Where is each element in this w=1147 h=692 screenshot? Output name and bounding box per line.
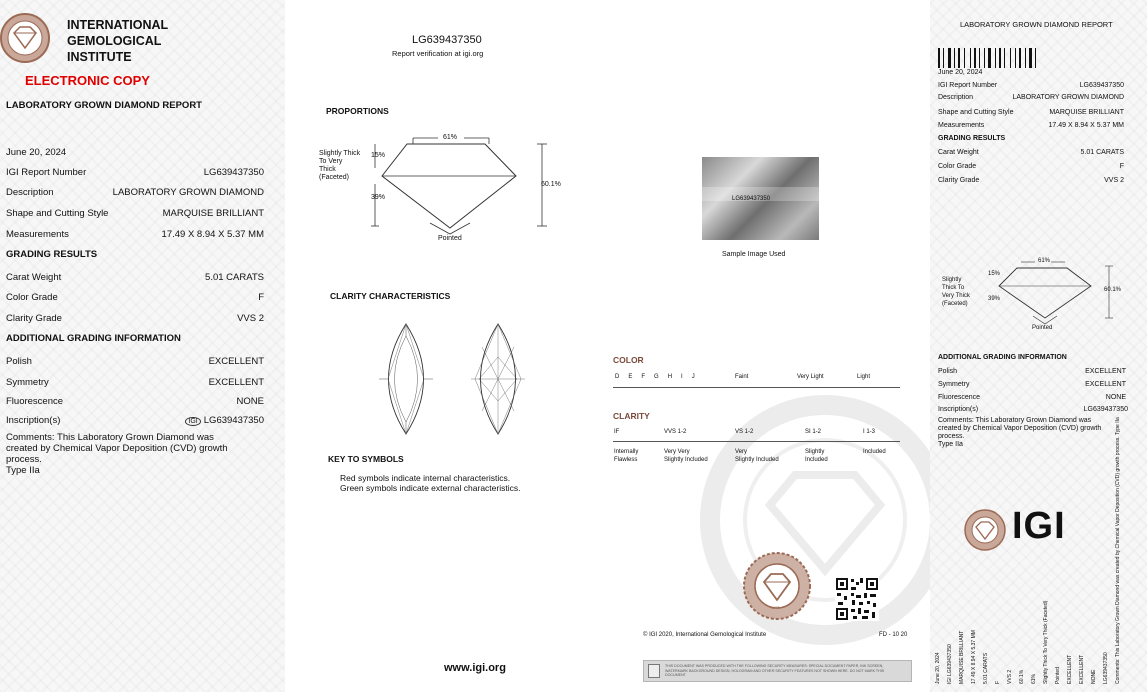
website-link[interactable]: www.igi.org: [444, 662, 506, 674]
grading-row: Clarity Grade VVS 2: [6, 313, 264, 324]
key-to-symbols-title: KEY TO SYMBOLS: [328, 454, 404, 464]
clarity-desc: Very Slightly Included: [735, 449, 779, 463]
barcode: [938, 48, 1050, 68]
clarity-desc: Very Very Slightly Included: [664, 449, 708, 463]
right-culet-label: Pointed: [1032, 325, 1053, 331]
right-field-row: Measurements 17.49 X 8.94 X 5.37 MM: [938, 122, 1124, 129]
qr-code[interactable]: [835, 577, 879, 621]
table-percent: 61%: [443, 134, 458, 141]
crown-percent: 15%: [371, 152, 386, 159]
right-table-percent: 61%: [1038, 258, 1051, 264]
right-field-row: Shape and Cutting Style MARQUISE BRILLIANT: [938, 109, 1124, 116]
vertical-stub-text: 17.49 X 8.94 X 5.37 MM: [971, 630, 977, 684]
right-additional-row: Symmetry EXCELLENT: [938, 381, 1126, 388]
vertical-stub-text: MARQUISE BRILLIANT: [959, 630, 965, 684]
verification-note: Report verification at igi.org: [392, 49, 484, 58]
vertical-stub-text: June 20, 2024: [935, 652, 941, 684]
right-grading-row: Clarity Grade VVS 2: [938, 177, 1124, 184]
color-letters: D E F G H I J: [615, 374, 695, 380]
field-row: Shape and Cutting Style MARQUISE BRILLIANT: [6, 208, 264, 219]
vertical-stub-text: VVS 2: [1007, 669, 1013, 684]
vertical-stub-text: 60.1%: [1019, 669, 1025, 684]
pavilion-percent: 39%: [371, 194, 386, 201]
additional-row: Polish EXCELLENT: [6, 356, 264, 367]
girdle-label: Slightly Thick To Very Thick (Faceted): [319, 150, 361, 181]
document-icon: [648, 664, 660, 678]
right-additional-title: ADDITIONAL GRADING INFORMATION: [938, 354, 1067, 361]
additional-row: Symmetry EXCELLENT: [6, 377, 264, 388]
depth-percent: 60.1%: [541, 181, 561, 188]
org-line-1: INTERNATIONAL: [67, 18, 169, 32]
right-grading-row: Carat Weight 5.01 CARATS: [938, 149, 1124, 156]
right-additional-row: Polish EXCELLENT: [938, 368, 1126, 375]
proportions-title: PROPORTIONS: [326, 106, 389, 116]
vertical-stub-text: 5.01 CARATS: [983, 652, 989, 684]
key-green-note: Green symbols indicate external characteristics.: [340, 483, 521, 493]
right-field-row: Description LABORATORY GROWN DIAMOND: [938, 94, 1124, 101]
org-name: [67, 17, 168, 65]
field-row: Description LABORATORY GROWN DIAMOND: [6, 187, 264, 198]
igi-logo-seal: [964, 509, 1006, 551]
vertical-stub-text: LG639437350: [1103, 652, 1109, 684]
vertical-stub-text: Pointed: [1055, 667, 1061, 684]
org-line-2: GEMOLOGICAL: [67, 34, 162, 48]
clarity-scale-line: [613, 441, 900, 442]
clarity-grade: SI 1-2: [805, 429, 822, 435]
right-additional-row: Fluorescence NONE: [938, 394, 1126, 401]
vertical-stub-text: Slightly Thick To Very Thick (Faceted): [1043, 600, 1049, 684]
field-row: Measurements 17.49 X 8.94 X 5.37 MM: [6, 229, 264, 240]
proportions-diagram: [360, 130, 570, 240]
right-girdle-label: Slightly Thick To Very Thick (Faceted): [942, 277, 970, 307]
clarity-desc: Included: [863, 449, 886, 455]
clarity-grade: VVS 1-2: [664, 429, 687, 435]
right-title: LABORATORY GROWN DIAMOND REPORT: [960, 20, 1113, 29]
security-note: THIS DOCUMENT WAS PRODUCED WITH THE FOLLOWING SECURITY MEASURES: SPECIAL DOCUMENT PAPER, INK SCREEN, WATERMARK BACKGROUND DESIGN, HOLOGRAM AND OTHER SECURITY FEATURES NOT SHOWN HERE. DO NOT MARK THIS DOCUMENT: [665, 664, 885, 678]
culet-label: Pointed: [438, 235, 462, 242]
additional-row: Fluorescence NONE: [6, 396, 264, 407]
right-crown-percent: 15%: [988, 271, 1001, 277]
field-row: IGI Report Number LG639437350: [6, 167, 264, 178]
report-type: LABORATORY GROWN DIAMOND REPORT: [6, 100, 202, 111]
clarity-grade: VS 1-2: [735, 429, 754, 435]
clarity-characteristics-title: CLARITY CHARACTERISTICS: [330, 291, 451, 301]
right-date: June 20, 2024: [938, 69, 983, 76]
vertical-stub-text: NONE: [1091, 669, 1097, 684]
report-date: June 20, 2024: [6, 147, 67, 158]
clarity-desc: Slightly Included: [805, 449, 828, 463]
color-scale-line: [613, 387, 900, 388]
color-faint: Faint: [735, 374, 749, 380]
report-number-header: LG639437350: [412, 34, 482, 46]
clarity-grade: IF: [614, 429, 620, 435]
right-field-row: IGI Report Number LG639437350: [938, 82, 1124, 89]
vertical-stub-text: EXCELLENT: [1079, 654, 1085, 684]
sample-inscription: LG639437350: [732, 196, 771, 202]
vertical-stub-text: EXCELLENT: [1067, 654, 1073, 684]
color-light: Light: [857, 374, 871, 380]
form-code: FD - 10 20: [879, 632, 908, 638]
additional-grading-title: ADDITIONAL GRADING INFORMATION: [6, 333, 181, 344]
clarity-desc: Internally Flawless: [614, 449, 639, 463]
grading-results-title: GRADING RESULTS: [6, 249, 98, 260]
right-grading-title: GRADING RESULTS: [938, 135, 1006, 142]
grading-row: Carat Weight 5.01 CARATS: [6, 272, 264, 283]
grading-row: Color Grade F: [6, 292, 264, 303]
org-line-3: INSTITUTE: [67, 50, 132, 64]
comments: Comments: This Laboratory Grown Diamond was created by Chemical Vapor Deposition (CVD) growth process. Type IIa: [6, 432, 228, 476]
security-strip: [643, 660, 912, 682]
igi-logo-text: IGI: [1012, 505, 1066, 547]
sample-image: [702, 157, 819, 240]
clarity-plot-pavilion: [467, 322, 529, 436]
igi-inscription-icon: IGI: [185, 417, 200, 426]
clarity-plot-crown: [375, 322, 437, 436]
vertical-stub-text: F: [995, 680, 1001, 684]
color-scale-title: COLOR: [613, 355, 644, 365]
vertical-stub-text: 61%: [1031, 673, 1037, 684]
right-grading-row: Color Grade F: [938, 163, 1124, 170]
copyright: © IGI 2020, International Gemological Institute: [643, 632, 767, 638]
right-proportions-diagram: [985, 258, 1120, 328]
right-inscription-row: Inscription(s) LG639437350: [938, 406, 1128, 413]
clarity-grade: I 1-3: [863, 429, 876, 435]
electronic-copy-label: ELECTRONIC COPY: [25, 73, 150, 88]
seal-year: 1975: [771, 605, 780, 610]
key-red-note: Red symbols indicate internal characteristics.: [340, 473, 511, 483]
clarity-scale-title: CLARITY: [613, 411, 650, 421]
vertical-stub-text: IGI LG639437350: [947, 644, 953, 684]
right-depth-percent: 60.1%: [1104, 287, 1122, 293]
right-comments: Comments: This Laboratory Grown Diamond was created by Chemical Vapor Deposition (CVD) growth process. Type IIa: [938, 417, 1102, 448]
igi-seal-logo: [0, 12, 50, 64]
color-very-light: Very Light: [797, 374, 824, 380]
right-pavilion-percent: 39%: [988, 296, 1001, 302]
sample-image-caption: Sample Image Used: [722, 251, 786, 258]
vertical-stub-text: [1115, 574, 1121, 684]
inscription-row: Inscription(s) IGI LG639437350: [6, 415, 264, 426]
